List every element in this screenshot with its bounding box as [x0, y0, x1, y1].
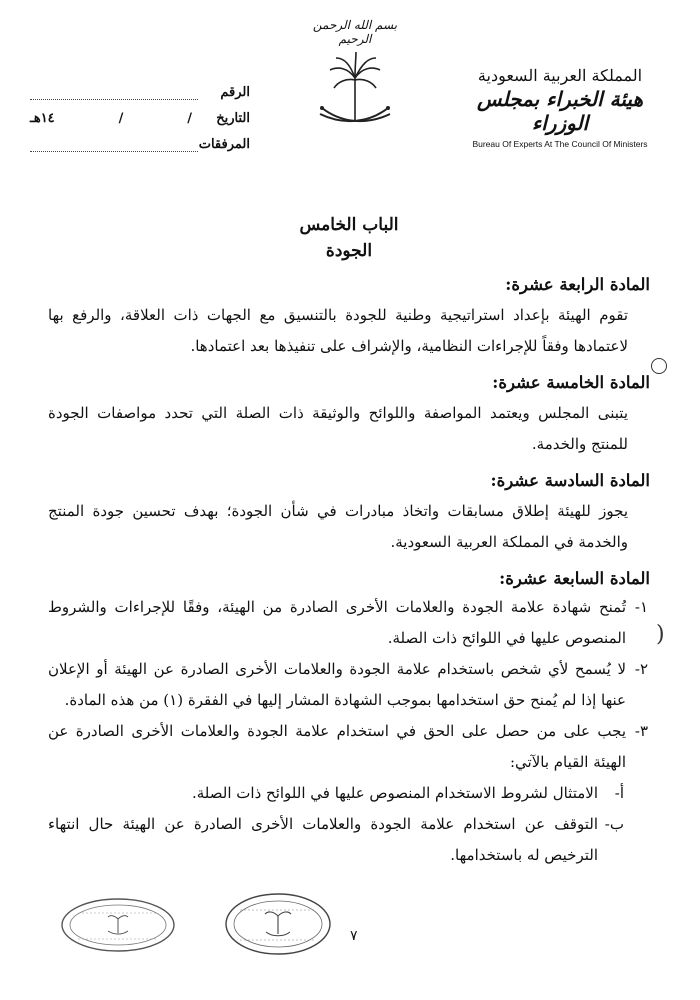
chapter-title: الباب الخامس	[299, 215, 399, 235]
article-17-item	[48, 716, 648, 778]
article-17-subitem	[48, 809, 624, 871]
subitem-text: الامتثال لشروط الاستخدام المنصوص عليها في اللوائح ذات الصلة.	[192, 784, 598, 802]
ref-number-row	[20, 74, 250, 100]
ref-number-label: الرقم	[220, 85, 250, 100]
date-separator: /	[118, 111, 124, 126]
official-stamp-bureau	[222, 890, 334, 958]
item-number: ٢-	[634, 660, 648, 678]
kingdom-name: المملكة العربية السعودية	[477, 66, 643, 85]
document-body	[48, 212, 650, 871]
official-stamp-secretariat	[58, 895, 178, 955]
attachments-line	[30, 139, 198, 152]
article-15-text: يتبنى المجلس ويعتمد المواصفة واللوائح والوثيقة ذات الصلة التي تحدد مواصفات الجودة للمنتج والخدمة.	[48, 404, 628, 453]
bureau-name-arabic: هيئة الخبراء بمجلس الوزراء	[476, 87, 643, 135]
margin-bracket-mark: )	[656, 622, 665, 647]
bureau-name-english: Bureau Of Experts At The Council Of Ministers	[472, 139, 648, 149]
letterhead-center	[300, 18, 410, 138]
letterhead-right	[460, 66, 660, 149]
date-year: ١٤هـ	[30, 111, 55, 126]
date-label: التاريخ	[216, 111, 250, 126]
subitem-letter: أ-	[614, 784, 624, 802]
palm-and-swords-emblem-icon	[310, 48, 400, 134]
date-value	[20, 111, 198, 126]
item-text: لا يُسمح لأي شخص باستخدام علامة الجودة والعلامات الأخرى الصادرة عن الهيئة أو الإعلان عنها إذا لم يُمنح حق استخدامها بموجب الشهادة المشار إليها في الفقرة (١) من هذه المادة.	[48, 660, 626, 709]
item-number: ١-	[634, 598, 648, 616]
article-14-text: تقوم الهيئة بإعداد استراتيجية وطنية للجودة بالتنسيق مع الجهات ذات العلاقة، والرفع بها لاعتمادها وفقاً للإجراءات النظامية، والإشراف على تنفيذها بعد اعتمادها.	[48, 306, 628, 355]
article-14-title: المادة الرابعة عشرة:	[505, 275, 650, 294]
page-number: ٧	[350, 928, 358, 944]
letterhead-fields	[20, 74, 250, 152]
article-17-title: المادة السابعة عشرة:	[499, 569, 650, 588]
subitem-text: التوقف عن استخدام علامة الجودة والعلامات الأخرى الصادرة عن الهيئة حال انتهاء الترخيص له باستخدامها.	[48, 815, 598, 864]
subitem-letter: ب-	[604, 815, 624, 833]
article-17-item	[48, 592, 648, 654]
date-row	[20, 100, 250, 126]
item-text: تُمنح شهادة علامة الجودة والعلامات الأخرى الصادرة من الهيئة، وفقًا للإجراءات والشروط المنصوص عليها في اللوائح ذات الصلة.	[48, 598, 626, 647]
item-text: يجب على من حصل على الحق في استخدام علامة الجودة والعلامات الأخرى الصادرة عن الهيئة القيام بالآتي:	[48, 722, 626, 771]
article-17-item	[48, 654, 648, 716]
article-16-title: المادة السادسة عشرة:	[490, 471, 650, 490]
basmala: بسم الله الرحمن الرحيم	[312, 18, 398, 46]
article-15-title: المادة الخامسة عشرة:	[492, 373, 650, 392]
attachments-row	[20, 126, 250, 152]
date-separator: /	[187, 111, 192, 126]
attachments-label: المرفقات	[198, 137, 250, 152]
item-number: ٣-	[634, 722, 648, 740]
chapter-subtitle: الجودة	[325, 241, 373, 261]
margin-circle-mark	[651, 358, 667, 374]
article-16-text: يجوز للهيئة إطلاق مسابقات واتخاذ مبادرات في شأن الجودة؛ بهدف تحسين جودة المنتج والخدمة في المملكة العربية السعودية.	[48, 502, 628, 551]
ref-number-line	[30, 87, 198, 100]
article-17-subitem	[48, 778, 624, 809]
